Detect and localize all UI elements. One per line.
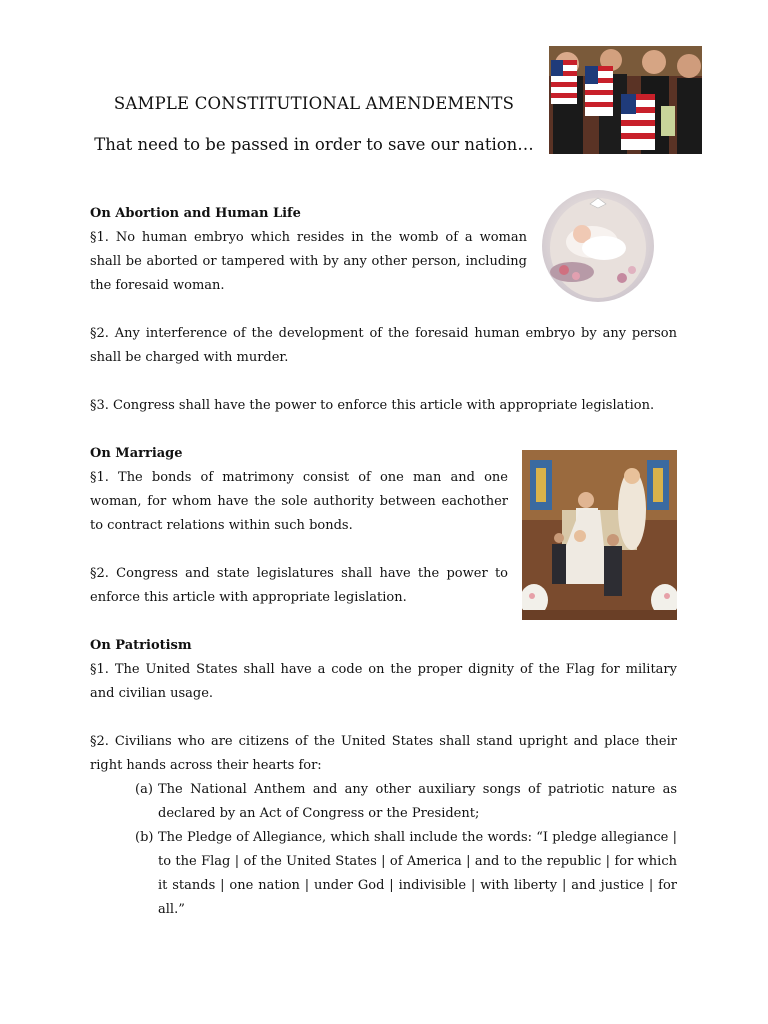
- marriage-paragraph-2: §2. Congress and state legislatures shall have the power to enforce this article with appropriate legislation.: [90, 566, 508, 605]
- list-item-text: The National Anthem and any other auxiliary songs of patriotic nature as declared by an Act of Congress or the President;: [158, 782, 677, 821]
- wedding-image: [522, 450, 677, 620]
- marriage-paragraph-1: §1. The bonds of matrimony consist of one man and one woman, for whom have the sole authority between eachother to contract relations within such bonds.: [90, 470, 508, 533]
- section-heading-patriotism: On Patriotism: [90, 638, 192, 653]
- baby-image: [542, 190, 654, 302]
- document-subtitle: That need to be passed in order to save our nation…: [94, 135, 534, 154]
- abortion-paragraph-2: §2. Any interference of the development of the foresaid human embryo by any person shall be charged with murder.: [90, 326, 677, 365]
- list-item-label: (a): [135, 782, 153, 797]
- flags-photo: [549, 46, 702, 154]
- list-item-text: The Pledge of Allegiance, which shall include the words: “I pledge allegiance | to the Flag | of the United States | of America | and to the republic | for which it stands | one nation | under God | indivisible | with liberty | and justice | for all.”: [158, 830, 677, 917]
- abortion-paragraph-1: §1. No human embryo which resides in the womb of a woman shall be aborted or tampered with by any other person, including the foresaid woman.: [90, 230, 527, 293]
- list-item-label: (b): [135, 830, 154, 845]
- document-title: SAMPLE CONSTITUTIONAL AMENDEMENTS: [113, 94, 515, 113]
- section-heading-abortion: On Abortion and Human Life: [90, 206, 301, 221]
- patriotism-paragraph-2: §2. Civilians who are citizens of the United States shall stand upright and place their right hands across their hearts for:: [90, 734, 677, 773]
- abortion-paragraph-3: §3. Congress shall have the power to enforce this article with appropriate legislation.: [90, 398, 655, 413]
- patriotism-paragraph-1: §1. The United States shall have a code on the proper dignity of the Flag for military and civilian usage.: [90, 662, 677, 701]
- section-heading-marriage: On Marriage: [90, 446, 183, 461]
